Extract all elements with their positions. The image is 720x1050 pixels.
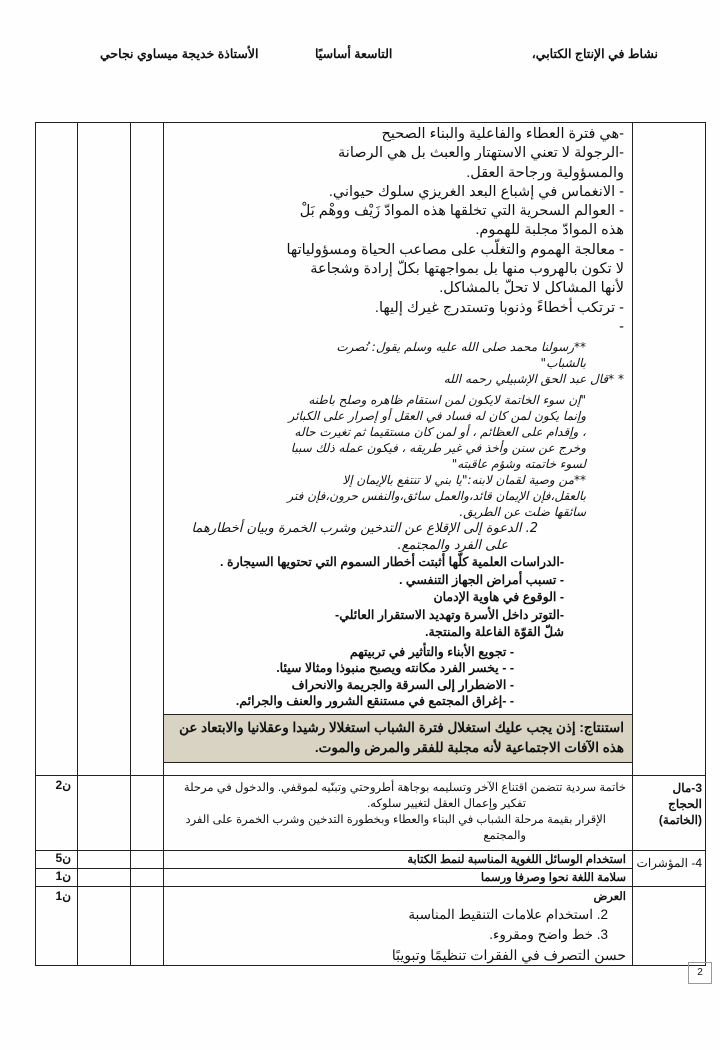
text-line: - ترتكب أخطاءً وذنوبا وتستدرج غيرك إليها. <box>374 299 624 316</box>
text-line: - العوالم السحرية التي تخلقها هذه الموادّ زَيْف ووهْم بَلْ <box>299 203 624 220</box>
content-cell: استخدام الوسائل اللغوية المناسبة لنمط الكتابة <box>164 851 633 869</box>
table-row <box>36 887 706 966</box>
teacher-name: الأستاذة خديجة ميساوي نجاحي <box>100 47 259 61</box>
text-line: الإقرار بقيمة مرحلة الشباب في البناء والعطاء وبخطورة التدخين وشرب الخمرة على الفرد <box>185 814 606 826</box>
content-cell: سلامة اللغة نحوا وصرفا ورسما <box>164 869 633 887</box>
quote-line: ، وإقدام على العظائم ، أو لمن كان مستقيما ثم تغيرت حاله <box>294 425 586 440</box>
list-item: على الفرد والمجتمع. <box>397 538 508 554</box>
score-cell: 5ن <box>36 851 78 869</box>
score-cell <box>36 123 78 776</box>
table-row <box>36 776 706 851</box>
empty-cell <box>131 776 164 851</box>
text-line: - <box>619 318 624 335</box>
empty-cell <box>78 776 131 851</box>
text-line: والمسؤولية ورجاحة العقل. <box>466 164 624 181</box>
text-line: -هي فترة العطاء والفاعلية والبناء الصحيح <box>381 126 624 142</box>
empty-cell <box>78 851 131 869</box>
grade-label: التاسعة أساسيًا <box>315 47 393 61</box>
empty-cell <box>131 887 164 966</box>
list-item: 2. استخدام علامات التنقيط المناسبة <box>408 907 608 922</box>
content-cell <box>164 123 633 776</box>
score-cell: 2ن <box>36 776 78 851</box>
quote-line: "إن سوء الخاتمة لايكون لمن استقام ظاهره وصلح باطنه <box>308 393 586 408</box>
text-line: - معالجة الهموم والتغلّب على مصاعب الحياة ومسؤولياتها <box>286 241 624 258</box>
text-line: - الانغماس في إشباع البعد الغريزي سلوك حيواني. <box>328 183 624 200</box>
empty-cell <box>78 123 131 776</box>
quote-line: **رسولنا محمد صلى الله عليه وسلم يقول: نُصرت <box>336 340 586 355</box>
content-cell <box>164 887 633 966</box>
text-line: هذه الموادّ مجلبة للهموم. <box>475 222 624 239</box>
table-row <box>36 869 706 887</box>
score-cell: 1ن <box>36 869 78 887</box>
evaluation-table <box>35 122 706 966</box>
text-line: -الدراسات العلمية كلّها أثبتت أخطار السموم التي تحتويها السيجارة . <box>220 555 564 570</box>
text-line: تفكير وإعمال العقل لتغيير سلوكه. <box>367 798 526 810</box>
bullet-item: - - يخسر الفرد مكانته ويصبح منبوذا ومثالا سيئا. <box>276 661 514 676</box>
text-line: -الرجولة لا تعني الاستهتار والعبث بل هي الرصانة <box>338 145 624 162</box>
text-line: خاتمة سردية تتضمن اقتناع الآخر وتسليمه بوجاهة أطروحتي وتبنّيه لموقفي. والدخول في مرحلة <box>183 782 626 794</box>
activity-title: نشاط في الإنتاج الكتابي، <box>531 47 658 61</box>
quote-line: **من وصية لقمان لابنه:"يا بني لا تنتفع بالإيمان إلا <box>342 473 586 488</box>
text-line: - تسبب أمراض الجهاز التنفسي . <box>398 572 564 587</box>
text-line: حسن التصرف في الفقرات تنظيمًا وتبويبًا <box>391 947 626 963</box>
text-line: لأنها المشاكل لا تحلّ بالمشاكل. <box>439 280 624 297</box>
table-row <box>36 123 706 776</box>
bullet-item: - -إغراق المجتمع في مستنقع الشرور والعنف والجرائم. <box>235 694 514 709</box>
quote-line: وخرج عن سنن وأخذ في غير طريقه ، فيكون عمله ذلك سببا <box>290 441 586 456</box>
empty-cell <box>78 887 131 966</box>
bullet-item: - الاضطرار إلى السرقة والجريمة والانحراف <box>291 677 514 692</box>
quote-line: وإنما يكون لمن كان له فساد في العقل أو إصرار على الكبائر <box>288 409 586 424</box>
text-line: لا تكون بالهروب منها بل بمواجهتها بكلّ إرادة وشجاعة <box>310 261 624 278</box>
text-line: شلّ القوّة الفاعلة والمنتجة. <box>424 625 564 640</box>
score-cell: 1ن <box>36 887 78 966</box>
quote-line: * *قال عبد الحق الإشبيلي رحمه الله <box>443 372 624 387</box>
criterion-cell <box>633 887 706 966</box>
table-row <box>36 851 706 869</box>
empty-cell <box>131 123 164 776</box>
list-item: 2. الدعوة إلى الإقلاع عن التدخين وشرب الخمرة وبيان أخطارهما <box>191 521 538 537</box>
presentation-title: العرض <box>593 891 626 903</box>
quote-line: لسوء خاتمته وشؤم عاقبته" <box>451 457 586 472</box>
empty-cell <box>131 851 164 869</box>
criterion-cell: 3-مال الحجاج (الخاتمة) <box>633 776 706 851</box>
quote-line: بالعقل،فإن الإيمان قائد،والعمل سائق،والنفس حرون،فإن فتر <box>287 489 586 504</box>
text-line: - الوقوع في هاوية الإدمان <box>433 590 564 605</box>
empty-cell <box>78 869 131 887</box>
quote-line: سائقها ضلت عن الطريق. <box>459 505 586 520</box>
criterion-cell: 4- المؤشرات <box>633 851 706 887</box>
quote-line: بالشباب" <box>540 356 586 371</box>
page-number: 2 <box>688 962 712 984</box>
conclusion-box: استنتاج: إذن يجب عليك استغلال فترة الشباب استغلالا رشيدا وعقلانيا والابتعاد عن هذه الآفات الاجتماعية لأنه مجلبة للفقر والمرض والموت. <box>164 714 632 763</box>
content-cell <box>164 776 633 851</box>
empty-cell <box>131 869 164 887</box>
bullet-item: - تجويع الأبناء والتأثير في تربيتهم <box>349 644 514 659</box>
criterion-cell <box>633 123 706 776</box>
text-line: -التوتر داخل الأسرة وتهديد الاستقرار العائلي- <box>335 607 564 622</box>
text-line: والمجتمع <box>483 830 526 842</box>
list-item: 3. خط واضح ومقروء. <box>489 927 608 942</box>
